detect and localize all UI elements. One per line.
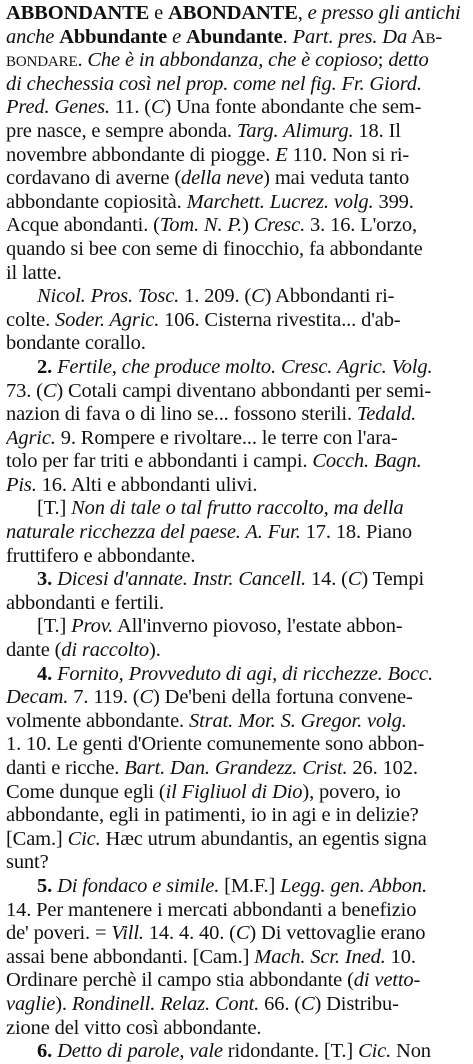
sense-2: 2. Fertile, che produce molto. Cresc. Agric. Volg. xyxy=(37,355,433,378)
entry-line: danti e ricche. Bart. Dan. Grandezz. Crist. 26. 102. xyxy=(6,757,418,779)
entry-line: abbondante, egli in patimenti, io in agi e in delizie? xyxy=(6,804,419,827)
entry-line: nazion di fava o di lino se... fossono sterili. Tedald. xyxy=(6,403,417,426)
entry-line: Come dunque egli (il Figliuol di Dio), povero, io xyxy=(6,780,401,803)
entry-line: Pis. 16. Alti e abbondanti ulivi. xyxy=(6,473,258,496)
entry-line: cordavano di averne (della neve) mai veduta tanto xyxy=(6,167,410,190)
entry-line: pre nasce, e sempre abonda. Targ. Alimurg. 18. Il xyxy=(6,119,401,142)
entry-line: [Cam.] Cic. Hæc utrum abundantis, an egentis signa xyxy=(6,827,427,850)
sense-3: 3. Dicesi d'annate. Instr. Cancell. 14. (C) Tempi xyxy=(37,568,424,591)
entry-line: naturale ricchezza del paese. A. Fur. 17. 18. Piano xyxy=(6,521,412,544)
entry-line: abbondante copiosità. Marchett. Lucrez. volg. 399. xyxy=(6,190,414,213)
headword-variant: ABONDANTE xyxy=(168,2,298,24)
entry-line: il latte. xyxy=(6,261,62,284)
entry-line: [T.] Non di tale o tal frutto raccolto, ma della xyxy=(37,497,404,520)
entry-line: Pred. Genes. 11. (C) Una fonte abondante che sem- xyxy=(6,96,422,119)
entry-line: 1. 10. Le genti d'Oriente comunemente sono abbon- xyxy=(6,733,425,756)
entry-line: novembre abbondante di piogge. E 110. Non si ri- xyxy=(6,143,410,166)
sense-6: 6. Detto di parole, vale ridondante. [T.] Cic. Non xyxy=(37,1040,431,1063)
entry-line: sunt? xyxy=(6,851,49,874)
entry-line: colte. Soder. Agric. 106. Cisterna rivestita... d'ab- xyxy=(6,308,401,331)
entry-line: 73. (C) Cotali campi diventano abbondanti per semi- xyxy=(6,379,432,402)
sense-4: 4. Fornito, Provveduto di agi, di ricchezze. Bocc. xyxy=(37,662,433,685)
entry-line: vaglie). Rondinell. Relaz. Cont. 66. (C) Distribu- xyxy=(6,992,399,1015)
entry-line: volmente abbondante. Strat. Mor. S. Gregor. volg. xyxy=(6,709,407,732)
entry-line: di chechessia così nel prop. come nel fig. Fr. Giord. xyxy=(6,72,422,95)
entry-line: Decam. 7. 119. (C) De'beni della fortuna convene- xyxy=(6,686,413,709)
entry-line: Acque abondanti. (Tom. N. P.) Cresc. 3. 16. L'orzo, xyxy=(6,214,417,237)
headword: ABBONDANTE xyxy=(6,2,150,24)
entry-line: anche Abbundante e Abundante. Part. pres. Da AB- xyxy=(6,25,443,48)
entry-line: Nicol. Pros. Tosc. 1. 209. (C) Abbondanti ri- xyxy=(37,285,395,308)
sense-5: 5. Di fondaco e simile. [M.F.] Legg. gen. Abbon. xyxy=(37,874,427,897)
entry-line: BONDARE. Che è in abbondanza, che è copioso; detto xyxy=(6,49,429,72)
entry-line: abbondanti e fertili. xyxy=(6,591,164,614)
entry-line: tolo per far triti e abbondanti i campi. Cocch. Bagn. xyxy=(6,450,422,473)
entry-line: Agric. 9. Rompere e rivoltare... le terre con l'ara- xyxy=(6,426,398,449)
entry-line: ABBONDANTE e ABONDANTE, e presso gli antichi xyxy=(6,2,461,24)
entry-line: dante (di raccolto). xyxy=(6,639,161,662)
entry-line: [T.] Prov. All'inverno piovoso, l'estate abbon- xyxy=(37,615,403,638)
entry-line: 14. Per mantenere i mercati abbondanti a benefizio xyxy=(6,898,417,921)
entry-line: de' poveri. = Vill. 14. 4. 40. (C) Di vettovaglie erano xyxy=(6,922,426,945)
entry-line: fruttifero e abbondante. xyxy=(6,544,196,567)
entry-line: Ordinare perchè il campo stia abbondante (di vetto- xyxy=(6,969,421,992)
entry-line: zione del vitto così abbondante. xyxy=(6,1016,262,1039)
entry-line: bondante corallo. xyxy=(6,332,146,355)
entry-line: quando si bee con seme di finocchio, fa abbondante xyxy=(6,237,423,260)
entry-line: assai bene abbondanti. [Cam.] Mach. Scr. Ined. 10. xyxy=(6,945,416,968)
